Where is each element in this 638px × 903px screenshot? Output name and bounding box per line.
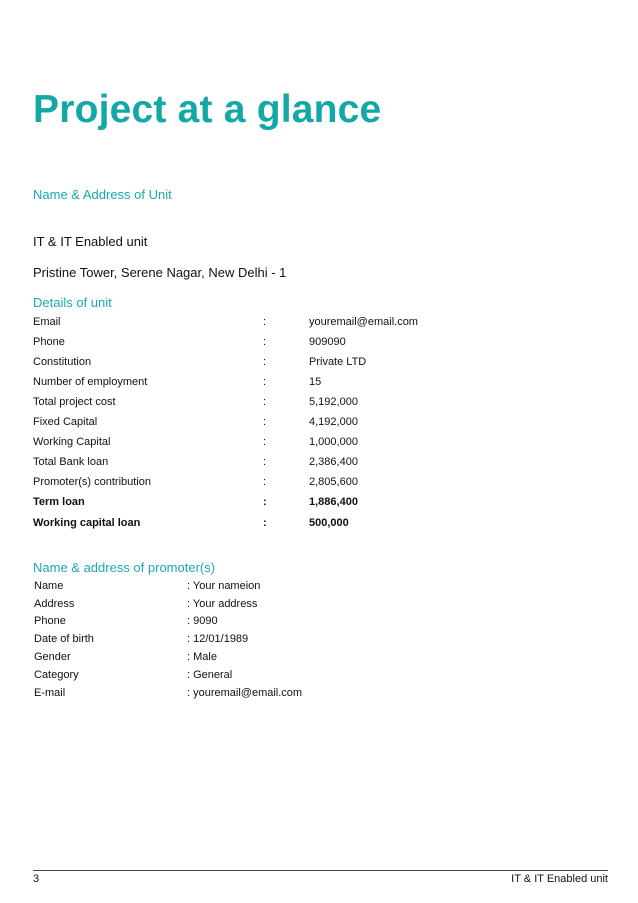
row-value: : Your nameion <box>187 579 261 592</box>
details-table <box>33 312 608 534</box>
row-label: Date of birth <box>34 633 94 646</box>
row-label: Fixed Capital <box>33 416 98 428</box>
unit-heading: Name & Address of Unit <box>33 187 172 202</box>
table-row <box>34 595 302 613</box>
row-value: 4,192,000 <box>309 416 358 428</box>
row-value: : Your address <box>187 597 258 610</box>
unit-name: IT & IT Enabled unit <box>33 234 148 249</box>
row-separator: : <box>263 396 267 408</box>
row-separator: : <box>263 416 267 428</box>
table-row <box>33 372 608 392</box>
row-value: : General <box>187 668 233 681</box>
row-separator: : <box>263 376 267 388</box>
row-label: Phone <box>34 615 66 628</box>
page-number: 3 <box>33 873 40 885</box>
row-label: Working Capital <box>33 436 111 448</box>
row-value: 1,886,400 <box>309 496 358 508</box>
unit-address: Pristine Tower, Serene Nagar, New Delhi - 1 <box>33 265 287 280</box>
promoter-heading: Name & address of promoter(s) <box>33 560 216 575</box>
table-row <box>34 630 302 648</box>
table-row <box>33 512 608 534</box>
row-separator: : <box>263 356 267 368</box>
row-label: Constitution <box>33 356 92 368</box>
row-label: Total project cost <box>33 396 116 408</box>
table-row <box>34 666 302 684</box>
row-label: Number of employment <box>33 376 148 388</box>
table-row <box>33 452 608 472</box>
details-heading: Details of unit <box>33 295 112 310</box>
row-value: 5,192,000 <box>309 396 358 408</box>
table-row <box>34 648 302 666</box>
table-row <box>33 312 608 332</box>
row-label: Email <box>33 316 61 328</box>
row-value: 500,000 <box>309 517 349 529</box>
table-row <box>33 392 608 412</box>
row-value: 15 <box>309 376 322 388</box>
row-label: Gender <box>34 651 71 664</box>
row-value: : 12/01/1989 <box>187 633 249 646</box>
row-label: Name <box>34 579 64 592</box>
promoter-table <box>34 577 302 702</box>
row-value: 2,805,600 <box>309 476 358 488</box>
row-value: 2,386,400 <box>309 456 358 468</box>
row-label: E-mail <box>34 686 66 699</box>
row-label: Address <box>34 597 75 610</box>
row-value: 909090 <box>309 336 346 348</box>
table-row <box>33 352 608 372</box>
page-title: Project at a glance <box>33 88 382 131</box>
table-row <box>34 613 302 631</box>
row-separator: : <box>263 336 267 348</box>
row-label: Promoter(s) contribution <box>33 476 151 488</box>
row-value: youremail@email.com <box>309 316 418 328</box>
row-value: : Male <box>187 651 217 664</box>
row-label: Phone <box>33 336 65 348</box>
table-row <box>33 412 608 432</box>
table-row <box>33 332 608 352</box>
row-value: : 9090 <box>187 615 218 628</box>
row-value: : youremail@email.com <box>187 686 303 699</box>
row-separator: : <box>263 476 267 488</box>
row-label: Term loan <box>33 496 85 508</box>
row-value: Private LTD <box>309 356 367 368</box>
table-row <box>33 472 608 492</box>
table-row <box>33 432 608 452</box>
row-separator: : <box>263 517 267 529</box>
row-label: Total Bank loan <box>33 456 109 468</box>
table-row <box>33 492 608 512</box>
row-separator: : <box>263 316 267 328</box>
row-separator: : <box>263 456 267 468</box>
table-row <box>34 577 302 595</box>
row-separator: : <box>263 496 267 508</box>
row-label: Category <box>34 668 79 681</box>
row-label: Working capital loan <box>33 517 141 529</box>
row-value: 1,000,000 <box>309 436 358 448</box>
table-row <box>34 684 302 702</box>
footer-divider <box>33 870 608 871</box>
footer-unit-name: IT & IT Enabled unit <box>511 873 608 885</box>
row-separator: : <box>263 436 267 448</box>
